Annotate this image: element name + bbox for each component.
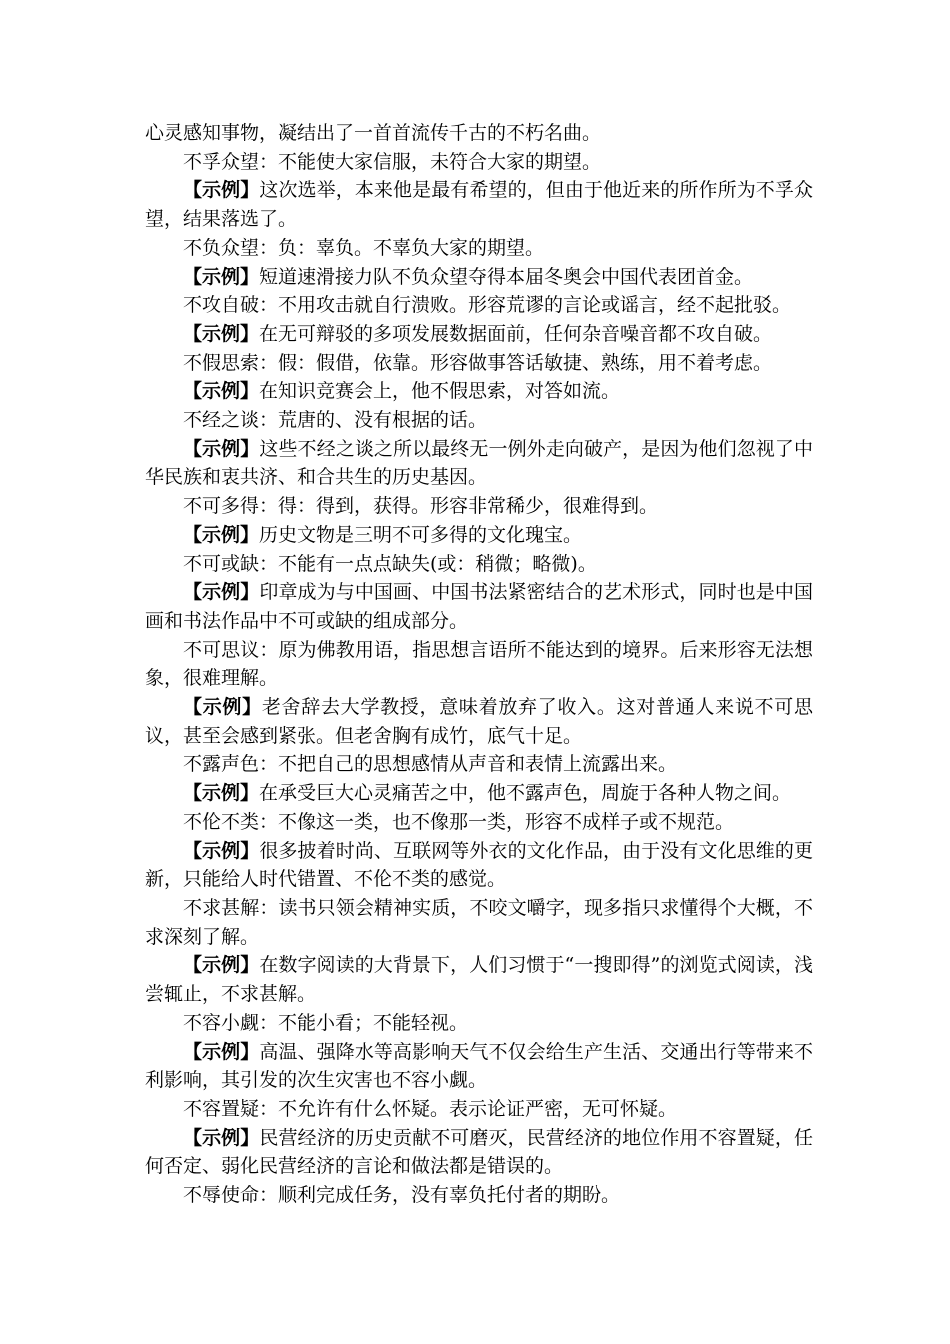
idiom-definition	[145, 148, 813, 177]
example-paragraph	[145, 176, 813, 233]
example-text: 在知识竞赛会上，他不假思索，对答如流。	[259, 380, 621, 403]
idiom-definition	[145, 894, 813, 951]
definition-text: 不负众望：负：辜负。不辜负大家的期望。	[183, 236, 545, 259]
example-paragraph	[145, 1124, 813, 1181]
definition-text: 不露声色：不把自己的思想感情从声音和表情上流露出来。	[183, 753, 678, 776]
example-paragraph	[145, 435, 813, 492]
idiom-definition	[145, 492, 813, 521]
example-tag: 【示例】	[183, 581, 260, 604]
document-page	[145, 119, 813, 1210]
idiom-definition	[145, 1181, 813, 1210]
idiom-definition	[145, 1095, 813, 1124]
idiom-definition	[145, 291, 813, 320]
definition-text: 不伦不类：不像这一类，也不像那一类，形容不成样子或不规范。	[183, 810, 735, 833]
example-tag: 【示例】	[183, 1126, 260, 1149]
example-text: 老舍辞去大学教授，意味着放弃了收入。这对普通人来说不可思议，甚至会感到紧张。但老舍胸有成竹，底气十足。	[145, 696, 813, 747]
paragraph-continuation	[145, 119, 813, 148]
idiom-definition	[145, 349, 813, 378]
example-tag: 【示例】	[183, 322, 260, 345]
example-paragraph	[145, 377, 813, 406]
example-paragraph	[145, 320, 813, 349]
example-paragraph	[145, 951, 813, 1008]
example-tag: 【示例】	[183, 954, 260, 977]
example-text: 历史文物是三明不可多得的文化瑰宝。	[259, 523, 583, 546]
definition-text: 不可思议：原为佛教用语，指思想言语所不能达到的境界。后来形容无法想象，很难理解。	[145, 638, 813, 690]
idiom-definition	[145, 808, 813, 837]
idiom-definition	[145, 750, 813, 779]
definition-text: 不求甚解：读书只领会精神实质，不咬文嚼字，现多指只求懂得个大概，不求深刻了解。	[145, 896, 813, 948]
example-tag: 【示例】	[183, 179, 260, 202]
example-paragraph	[145, 837, 813, 894]
definition-text: 不攻自破：不用攻击就自行溃败。形容荒谬的言论或谣言，经不起批驳。	[183, 294, 792, 317]
definition-text: 不辱使命：顺利完成任务，没有辜负托付者的期盼。	[183, 1184, 621, 1207]
idiom-definition	[145, 406, 813, 435]
definition-text: 不孚众望：不能使大家信服，未符合大家的期望。	[183, 150, 602, 173]
example-paragraph	[145, 263, 813, 292]
example-paragraph	[145, 693, 813, 750]
example-text: 很多披着时尚、互联网等外衣的文化作品，由于没有文化思维的更新，只能给人时代错置、不伦不类的感觉。	[145, 839, 813, 891]
example-text: 高温、强降水等高影响天气不仅会给生产生活、交通出行等带来不利影响，其引发的次生灾害也不容小觑。	[145, 1040, 813, 1092]
example-text: 在无可辩驳的多项发展数据面前，任何杂音噪音都不攻自破。	[259, 322, 773, 345]
example-tag: 【示例】	[183, 839, 260, 862]
example-tag: 【示例】	[183, 523, 260, 546]
idiom-definition	[145, 550, 813, 579]
example-text: 印章成为与中国画、中国书法紧密结合的艺术形式，同时也是中国画和书法作品中不可或缺的组成部分。	[145, 581, 813, 632]
idiom-definition	[145, 234, 813, 263]
example-tag: 【示例】	[183, 380, 260, 403]
example-text: 民营经济的历史贡献不可磨灭，民营经济的地位作用不容置疑，任何否定、弱化民营经济的言论和做法都是错误的。	[145, 1126, 813, 1178]
idiom-definition	[145, 1009, 813, 1038]
example-text: 在数字阅读的大背景下，人们习惯于“一搜即得”的浏览式阅读，浅尝辄止，不求甚解。	[145, 954, 813, 1006]
example-text: 在承受巨大心灵痛苦之中，他不露声色，周旋于各种人物之间。	[259, 782, 792, 805]
example-tag: 【示例】	[183, 696, 262, 719]
example-text: 这些不经之谈之所以最终无一例外走向破产，是因为他们忽视了中华民族和衷共济、和合共生的历史基因。	[145, 437, 813, 489]
definition-text: 不容小觑：不能小看；不能轻视。	[183, 1011, 469, 1034]
definition-text: 不可或缺：不能有一点点缺失(或：稍微；略微)。	[183, 552, 597, 575]
example-paragraph	[145, 1038, 813, 1095]
idiom-definition	[145, 636, 813, 693]
example-text: 短道速滑接力队不负众望夺得本届冬奥会中国代表团首金。	[259, 265, 754, 288]
example-paragraph	[145, 779, 813, 808]
example-paragraph	[145, 578, 813, 635]
definition-text: 不可多得：得：得到，获得。形容非常稀少，很难得到。	[183, 495, 659, 518]
definition-text: 不假思索：假：假借，依靠。形容做事答话敏捷、熟练，用不着考虑。	[183, 351, 773, 374]
example-tag: 【示例】	[183, 265, 260, 288]
example-tag: 【示例】	[183, 1040, 260, 1063]
example-text: 这次选举，本来他是最有希望的，但由于他近来的所作所为不孚众望，结果落选了。	[145, 179, 813, 231]
example-tag: 【示例】	[183, 782, 260, 805]
example-paragraph	[145, 521, 813, 550]
example-tag: 【示例】	[183, 437, 260, 460]
definition-text: 不经之谈：荒唐的、没有根据的话。	[183, 409, 488, 432]
paragraph-text: 心灵感知事物，凝结出了一首首流传千古的不朽名曲。	[145, 122, 602, 144]
definition-text: 不容置疑：不允许有什么怀疑。表示论证严密，无可怀疑。	[183, 1097, 678, 1120]
